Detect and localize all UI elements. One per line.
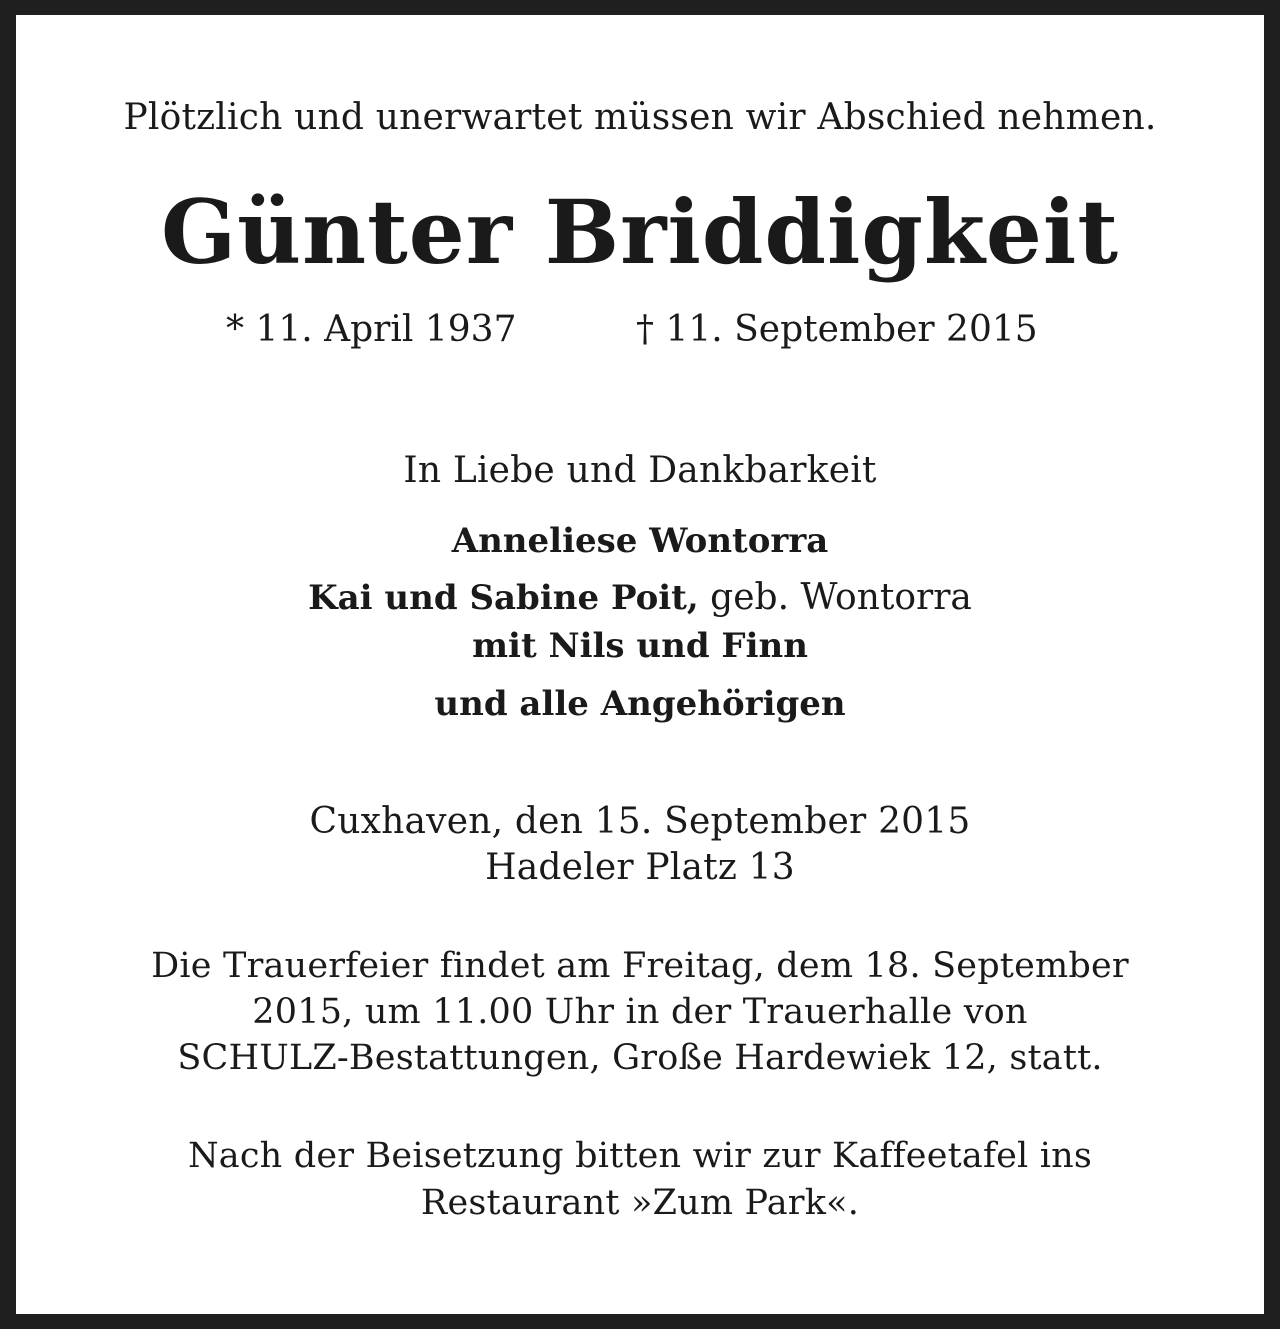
funeral-line-1: Die Trauerfeier findet am Freitag, dem 18. September	[151, 946, 1129, 986]
mourner-line-2-maiden: geb. Wontorra	[698, 577, 972, 618]
funeral-line-2: 2015, um 11.00 Uhr in der Trauerhalle von	[252, 992, 1028, 1032]
reception-line-2: Restaurant »Zum Park«.	[420, 1183, 860, 1223]
intro-text: Plötzlich und unerwartet müssen wir Abschied nehmen.	[123, 97, 1157, 138]
mourner-line-4: und alle Angehörigen	[434, 684, 846, 724]
birth-date: * 11. April 1937	[226, 309, 517, 350]
mourner-line-1: Anneliese Wontorra	[451, 521, 829, 561]
mourner-line-2	[0, 577, 1280, 618]
place-date: Cuxhaven, den 15. September 2015	[309, 801, 971, 842]
funeral-line-3: SCHULZ-Bestattungen, Große Hardewiek 12, statt.	[177, 1038, 1103, 1078]
life-dates	[0, 309, 1280, 352]
mourner-line-3: mit Nils und Finn	[472, 626, 808, 666]
mourner-line-2-names: Kai und Sabine Poit,	[308, 578, 699, 618]
address: Hadeler Platz 13	[485, 847, 795, 888]
mourners-intro: In Liebe und Dankbarkeit	[403, 450, 877, 491]
reception-line-1: Nach der Beisetzung bitten wir zur Kaffeetafel ins	[187, 1136, 1093, 1176]
deceased-name: Günter Briddigkeit	[161, 180, 1119, 284]
death-date: † 11. September 2015	[636, 309, 1038, 350]
